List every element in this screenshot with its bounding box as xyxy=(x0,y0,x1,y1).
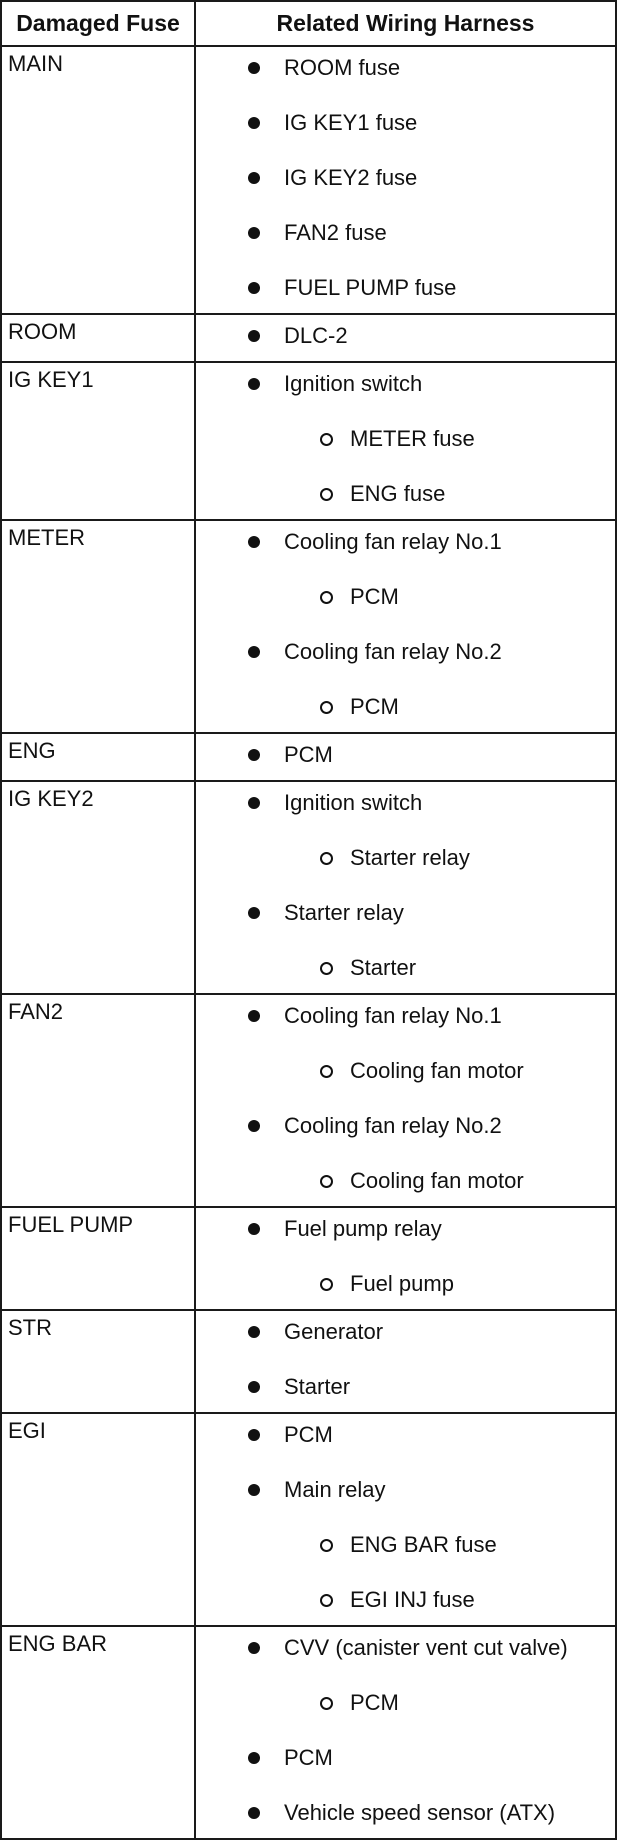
harness-item xyxy=(196,1743,609,1773)
related-harness-cell xyxy=(195,362,616,520)
harness-item-label: Starter xyxy=(284,1374,351,1399)
harness-item-label: PCM xyxy=(350,694,399,719)
harness-subitem xyxy=(196,843,609,873)
harness-item-label: IG KEY1 fuse xyxy=(284,110,418,135)
harness-item-label: CVV (canister vent cut valve) xyxy=(284,1635,568,1660)
related-harness-cell xyxy=(195,1626,616,1839)
harness-item-label: Starter xyxy=(350,955,417,980)
harness-item-label: ROOM fuse xyxy=(284,55,401,80)
harness-item xyxy=(196,898,609,928)
harness-item xyxy=(196,637,609,667)
harness-item xyxy=(196,1001,609,1031)
hollow-bullet-icon xyxy=(320,1278,333,1291)
hollow-bullet-icon xyxy=(320,1697,333,1710)
harness-item xyxy=(196,53,609,83)
damaged-fuse-cell: IG KEY1 xyxy=(1,362,195,520)
harness-item xyxy=(196,1214,609,1244)
table-row xyxy=(1,1413,616,1626)
harness-item-label: IG KEY2 fuse xyxy=(284,165,418,190)
table-row xyxy=(1,1626,616,1839)
hollow-bullet-icon xyxy=(320,1175,333,1188)
filled-bullet-icon xyxy=(248,536,260,548)
harness-item-label: Starter relay xyxy=(350,845,470,870)
related-harness-cell xyxy=(195,520,616,733)
harness-item-label: PCM xyxy=(350,584,399,609)
harness-item xyxy=(196,740,609,770)
harness-item-label: DLC-2 xyxy=(284,323,348,348)
filled-bullet-icon xyxy=(248,172,260,184)
harness-subitem xyxy=(196,953,609,983)
harness-item-label: METER fuse xyxy=(350,426,475,451)
hollow-bullet-icon xyxy=(320,591,333,604)
harness-subitem xyxy=(196,479,609,509)
filled-bullet-icon xyxy=(248,1381,260,1393)
harness-item-label: FAN2 fuse xyxy=(284,220,387,245)
harness-item xyxy=(196,1372,609,1402)
filled-bullet-icon xyxy=(248,1642,260,1654)
related-harness-cell xyxy=(195,1310,616,1413)
related-harness-cell xyxy=(195,781,616,994)
filled-bullet-icon xyxy=(248,1120,260,1132)
hollow-bullet-icon xyxy=(320,433,333,446)
harness-item-label: EGI INJ fuse xyxy=(350,1587,475,1612)
table-row xyxy=(1,362,616,520)
related-harness-cell xyxy=(195,994,616,1207)
harness-item xyxy=(196,1475,609,1505)
harness-item-label: PCM xyxy=(350,1690,399,1715)
harness-item-label: Main relay xyxy=(284,1477,386,1502)
harness-subitem xyxy=(196,1269,609,1299)
harness-subitem xyxy=(196,424,609,454)
filled-bullet-icon xyxy=(248,227,260,239)
harness-item xyxy=(196,1420,609,1450)
harness-item xyxy=(196,788,609,818)
harness-subitem xyxy=(196,582,609,612)
table-row xyxy=(1,46,616,314)
table-header-row xyxy=(1,1,616,46)
table-row xyxy=(1,994,616,1207)
related-harness-cell xyxy=(195,46,616,314)
related-harness-cell xyxy=(195,314,616,362)
hollow-bullet-icon xyxy=(320,1539,333,1552)
table-row xyxy=(1,733,616,781)
filled-bullet-icon xyxy=(248,1010,260,1022)
filled-bullet-icon xyxy=(248,330,260,342)
filled-bullet-icon xyxy=(248,1429,260,1441)
related-harness-cell xyxy=(195,1413,616,1626)
damaged-fuse-cell: ENG xyxy=(1,733,195,781)
filled-bullet-icon xyxy=(248,378,260,390)
harness-item xyxy=(196,369,609,399)
damaged-fuse-cell: EGI xyxy=(1,1413,195,1626)
hollow-bullet-icon xyxy=(320,1065,333,1078)
harness-item xyxy=(196,527,609,557)
damaged-fuse-cell: ROOM xyxy=(1,314,195,362)
harness-item-label: PCM xyxy=(284,1745,333,1770)
harness-item-label: Cooling fan relay No.1 xyxy=(284,529,502,554)
header-damaged-fuse: Damaged Fuse xyxy=(1,1,195,46)
harness-item-label: Vehicle speed sensor (ATX) xyxy=(284,1800,556,1825)
harness-subitem xyxy=(196,1585,609,1615)
harness-item xyxy=(196,321,609,351)
header-related-wiring-harness: Related Wiring Harness xyxy=(195,1,616,46)
harness-item-label: Generator xyxy=(284,1319,384,1344)
harness-item-label: Fuel pump relay xyxy=(284,1216,442,1241)
harness-item xyxy=(196,1111,609,1141)
table-row xyxy=(1,781,616,994)
harness-item xyxy=(196,1798,609,1828)
damaged-fuse-cell: IG KEY2 xyxy=(1,781,195,994)
hollow-bullet-icon xyxy=(320,852,333,865)
harness-item-label: FUEL PUMP fuse xyxy=(284,275,457,300)
harness-item-label: PCM xyxy=(284,1422,333,1447)
harness-item xyxy=(196,273,609,303)
harness-item-label: Ignition switch xyxy=(284,371,423,396)
filled-bullet-icon xyxy=(248,907,260,919)
filled-bullet-icon xyxy=(248,1807,260,1819)
harness-item-label: Cooling fan relay No.2 xyxy=(284,1113,502,1138)
hollow-bullet-icon xyxy=(320,1594,333,1607)
harness-subitem xyxy=(196,1166,609,1196)
harness-subitem xyxy=(196,1056,609,1086)
damaged-fuse-cell: MAIN xyxy=(1,46,195,314)
harness-item xyxy=(196,1317,609,1347)
filled-bullet-icon xyxy=(248,646,260,658)
filled-bullet-icon xyxy=(248,797,260,809)
table-row xyxy=(1,1207,616,1310)
damaged-fuse-cell: ENG BAR xyxy=(1,1626,195,1839)
filled-bullet-icon xyxy=(248,1326,260,1338)
harness-item xyxy=(196,108,609,138)
harness-item-label: Fuel pump xyxy=(350,1271,454,1296)
harness-item-label: Starter relay xyxy=(284,900,404,925)
related-harness-cell xyxy=(195,1207,616,1310)
table-row xyxy=(1,314,616,362)
filled-bullet-icon xyxy=(248,749,260,761)
filled-bullet-icon xyxy=(248,117,260,129)
harness-item xyxy=(196,1633,609,1663)
damaged-fuse-cell: FUEL PUMP xyxy=(1,1207,195,1310)
hollow-bullet-icon xyxy=(320,488,333,501)
harness-item xyxy=(196,163,609,193)
harness-subitem xyxy=(196,1688,609,1718)
damaged-fuse-cell: METER xyxy=(1,520,195,733)
harness-item-label: Cooling fan motor xyxy=(350,1058,524,1083)
related-harness-cell xyxy=(195,733,616,781)
table-row xyxy=(1,520,616,733)
hollow-bullet-icon xyxy=(320,962,333,975)
harness-item-label: Cooling fan relay No.2 xyxy=(284,639,502,664)
harness-item-label: Ignition switch xyxy=(284,790,423,815)
damaged-fuse-cell: STR xyxy=(1,1310,195,1413)
filled-bullet-icon xyxy=(248,1484,260,1496)
harness-item-label: Cooling fan relay No.1 xyxy=(284,1003,502,1028)
harness-item xyxy=(196,218,609,248)
harness-item-label: PCM xyxy=(284,742,333,767)
table-row xyxy=(1,1310,616,1413)
harness-item-label: ENG BAR fuse xyxy=(350,1532,497,1557)
hollow-bullet-icon xyxy=(320,701,333,714)
harness-subitem xyxy=(196,1530,609,1560)
filled-bullet-icon xyxy=(248,1752,260,1764)
filled-bullet-icon xyxy=(248,62,260,74)
damaged-fuse-cell: FAN2 xyxy=(1,994,195,1207)
harness-subitem xyxy=(196,692,609,722)
harness-item-label: ENG fuse xyxy=(350,481,446,506)
filled-bullet-icon xyxy=(248,282,260,294)
harness-item-label: Cooling fan motor xyxy=(350,1168,524,1193)
filled-bullet-icon xyxy=(248,1223,260,1235)
table-body xyxy=(1,46,616,1839)
